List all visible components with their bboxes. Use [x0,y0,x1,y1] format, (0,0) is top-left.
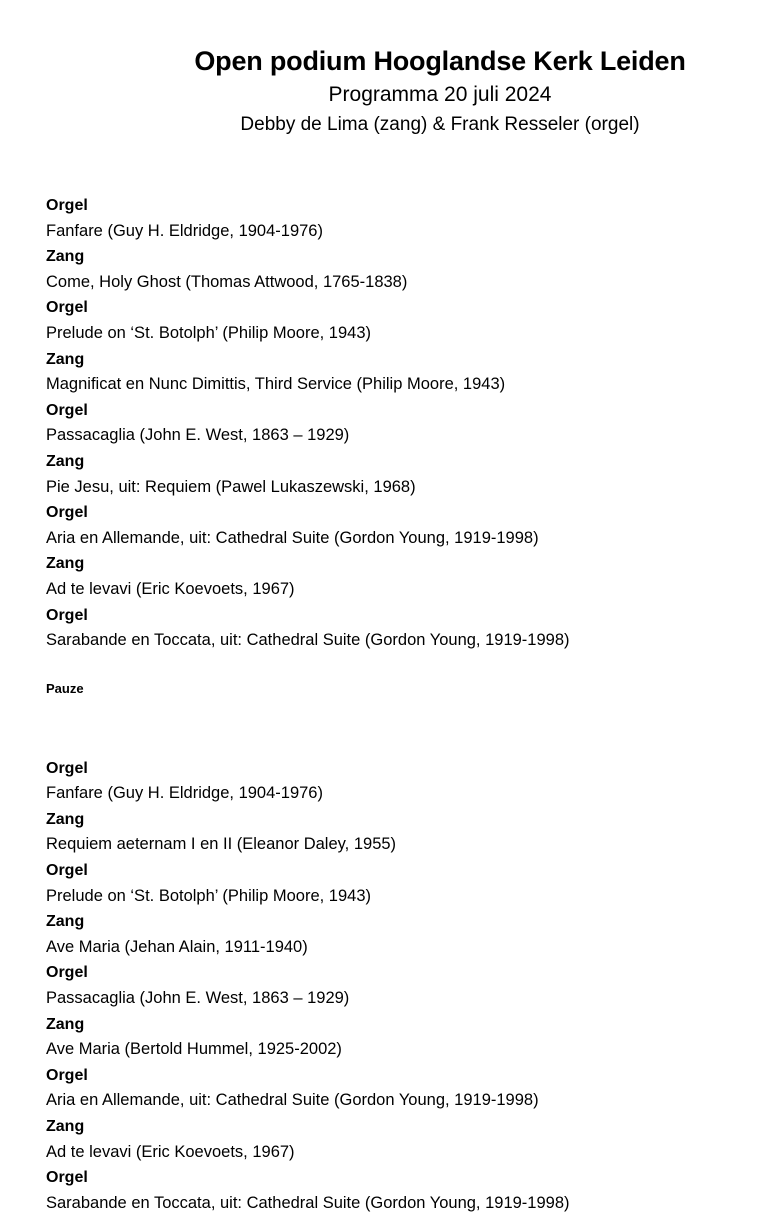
program-item [46,807,766,858]
performer-role: Orgel [46,1066,88,1084]
performer-role: Orgel [46,964,88,982]
program-item [46,909,766,960]
performer-role: Orgel [46,1169,88,1187]
piece-title: Ave Maria (Bertold Hummel, 1925-2002) [46,1040,342,1059]
piece-title: Sarabande en Toccata, uit: Cathedral Suite (Gordon Young, 1919-1998) [46,1193,570,1212]
program-item [46,1063,766,1114]
performer-role: Orgel [46,606,88,624]
program-part-2 [46,756,766,1216]
piece-title: Passacaglia (John E. West, 1863 – 1929) [46,426,350,445]
performer-role: Zang [46,555,85,573]
performer-role: Zang [46,248,85,266]
document-header [160,42,720,140]
performer-role: Orgel [46,862,88,880]
piece-title: Come, Holy Ghost (Thomas Attwood, 1765-1838) [46,272,408,291]
piece-title: Aria en Allemande, uit: Cathedral Suite (Gordon Young, 1919-1998) [46,528,539,547]
pause-label: Pauze [46,680,84,696]
program-item [46,398,766,449]
program-date: Programma 20 juli 2024 [328,83,552,106]
piece-title: Requiem aeternam I en II (Eleanor Daley, 1955) [46,835,397,854]
performer-role: Zang [46,1118,85,1135]
performer-role: Zang [46,913,85,931]
program-list [46,193,766,1216]
program-item [46,1012,766,1063]
program-part-1 [46,193,766,654]
piece-title: Fanfare (Guy H. Eldridge, 1904-1976) [46,784,323,803]
program-item [46,347,766,398]
piece-title: Prelude on ‘St. Botolph’ (Philip Moore, 1943) [46,886,371,905]
piece-title: Ad te levavi (Eric Koevoets, 1967) [46,1142,295,1161]
program-item [46,1165,766,1216]
performer-role: Zang [46,350,85,368]
performer-role: Zang [46,810,85,828]
performer-role: Zang [46,452,85,470]
piece-title: Pie Jesu, uit: Requiem (Pawel Lukaszewski, 1968) [46,477,416,496]
program-item [46,500,766,551]
piece-title: Sarabande en Toccata, uit: Cathedral Suite (Gordon Young, 1919-1998) [46,631,570,650]
piece-title: Ave Maria (Jehan Alain, 1911-1940) [46,937,308,956]
performer-role: Orgel [46,759,88,777]
document-title: Open podium Hooglandse Kerk Leiden [194,46,686,76]
performer-role: Orgel [46,299,88,317]
piece-title: Fanfare (Guy H. Eldridge, 1904-1976) [46,221,323,240]
performer-role: Orgel [46,197,88,214]
piece-title: Passacaglia (John E. West, 1863 – 1929) [46,989,350,1008]
program-item [46,960,766,1011]
performer-role: Orgel [46,504,88,522]
performers-line: Debby de Lima (zang) & Frank Resseler (orgel) [240,114,640,135]
program-item [46,551,766,602]
performer-role: Orgel [46,401,88,419]
program-item [46,449,766,500]
program-item [46,1114,766,1165]
program-item [46,295,766,346]
program-item [46,244,766,295]
pause-section [46,654,766,756]
program-item [46,756,766,807]
performer-role: Zang [46,1015,85,1033]
program-item [46,858,766,909]
piece-title: Magnificat en Nunc Dimittis, Third Service (Philip Moore, 1943) [46,375,506,394]
program-item [46,193,766,244]
program-item [46,603,766,654]
piece-title: Aria en Allemande, uit: Cathedral Suite (Gordon Young, 1919-1998) [46,1091,539,1110]
piece-title: Prelude on ‘St. Botolph’ (Philip Moore, 1943) [46,323,371,342]
piece-title: Ad te levavi (Eric Koevoets, 1967) [46,579,295,598]
